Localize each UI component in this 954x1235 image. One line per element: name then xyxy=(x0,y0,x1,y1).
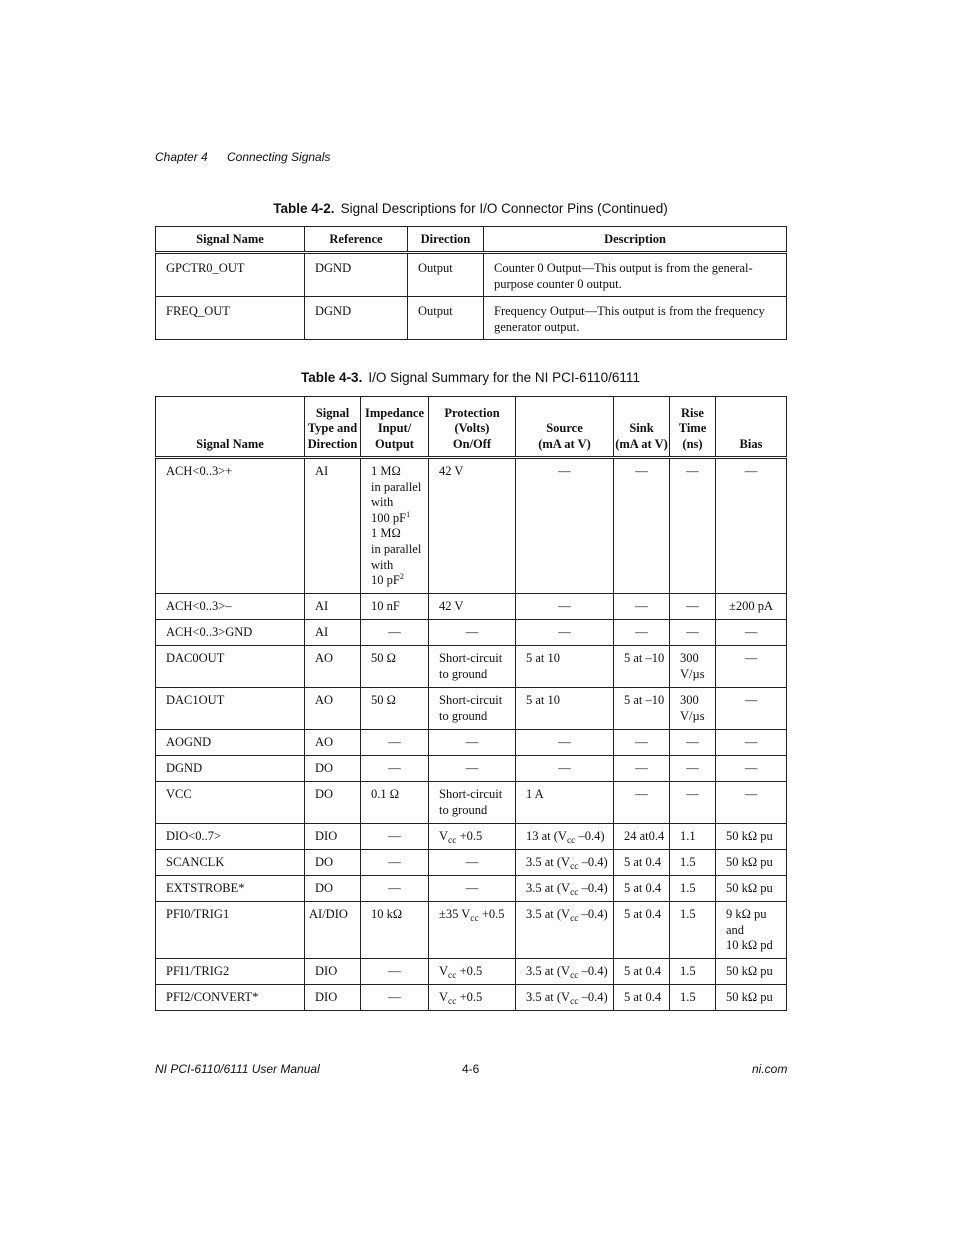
cell-rise: — xyxy=(670,756,716,782)
cell-bias: 50 kΩ pu xyxy=(716,876,787,902)
cell-protection: $V_{cc} +0.5$ xyxy=(429,985,516,1011)
footnote-2: 2 xyxy=(399,572,404,582)
cell-protection: — xyxy=(429,620,516,646)
cell-type: AI xyxy=(305,620,361,646)
cell-source: — xyxy=(516,458,614,594)
cell-type: AI xyxy=(305,458,361,594)
table-row xyxy=(156,458,787,594)
cell-bias: — xyxy=(716,782,787,824)
table-row xyxy=(156,646,787,688)
table-row xyxy=(156,594,787,620)
cell-impedance: — xyxy=(361,850,429,876)
cell-bias: — xyxy=(716,458,787,594)
cell-type: DIO xyxy=(305,824,361,850)
cell-impedance: — xyxy=(361,876,429,902)
cell-source: 3.5 at ($V_{cc}$ –0.4) xyxy=(516,985,614,1011)
cell-sink: — xyxy=(614,620,670,646)
table-row xyxy=(156,876,787,902)
cell-reference: DGND xyxy=(305,297,408,340)
footer-page-number: 4-6 xyxy=(462,1062,480,1076)
cell-description: Frequency Output—This output is from the frequency generator output. xyxy=(484,297,787,340)
cell-impedance: — xyxy=(361,730,429,756)
cell-impedance: 50 Ω xyxy=(361,646,429,688)
cell-signal-name: DAC1OUT xyxy=(156,688,305,730)
cell-sink: 5 at –10 xyxy=(614,646,670,688)
table-row xyxy=(156,620,787,646)
footer-manual-title: NI PCI-6110/6111 User Manual xyxy=(155,1062,320,1076)
cell-rise: — xyxy=(670,594,716,620)
table-label: Table 4-3. xyxy=(301,370,363,385)
cell-sink: — xyxy=(614,782,670,824)
cell-bias: 50 kΩ pu xyxy=(716,850,787,876)
table-row xyxy=(156,730,787,756)
cell-signal-name: PFI0/TRIG1 xyxy=(156,902,305,959)
table-title: Signal Descriptions for I/O Connector Pins (Continued) xyxy=(340,201,668,216)
cell-sink: — xyxy=(614,730,670,756)
table-title: I/O Signal Summary for the NI PCI-6110/6111 xyxy=(368,370,640,385)
col-rise-time: Rise Time (ns) xyxy=(670,397,716,458)
cell-rise: — xyxy=(670,458,716,594)
col-impedance: Impedance Input/ Output xyxy=(361,397,429,458)
table-row xyxy=(156,756,787,782)
cell-impedance: — xyxy=(361,620,429,646)
cell-bias: — xyxy=(716,620,787,646)
cell-rise: 1.5 xyxy=(670,985,716,1011)
cell-bias: — xyxy=(716,646,787,688)
cell-type: AI xyxy=(305,594,361,620)
cell-rise: — xyxy=(670,620,716,646)
cell-source: 3.5 at ($V_{cc}$ –0.4) xyxy=(516,876,614,902)
cell-signal-name: DAC0OUT xyxy=(156,646,305,688)
io-signal-summary-table xyxy=(155,396,787,1011)
table-header-row xyxy=(156,227,787,253)
cell-protection: $V_{cc} +0.5$ xyxy=(429,959,516,985)
cell-impedance: — xyxy=(361,824,429,850)
cell-source: — xyxy=(516,756,614,782)
cell-signal-name: GPCTR0_OUT xyxy=(156,253,305,297)
table-row xyxy=(156,688,787,730)
cell-protection: 42 V xyxy=(429,458,516,594)
cell-rise: 1.1 xyxy=(670,824,716,850)
cell-source: — xyxy=(516,620,614,646)
cell-rise: 1.5 xyxy=(670,959,716,985)
footer-website: ni.com xyxy=(752,1062,788,1076)
cell-sink: 5 at 0.4 xyxy=(614,985,670,1011)
col-signal-name: Signal Name xyxy=(156,397,305,458)
table-row xyxy=(156,850,787,876)
cell-rise: — xyxy=(670,782,716,824)
cell-signal-name: EXTSTROBE* xyxy=(156,876,305,902)
cell-sink: 5 at 0.4 xyxy=(614,850,670,876)
cell-sink: 5 at –10 xyxy=(614,688,670,730)
signal-descriptions-table xyxy=(155,226,787,340)
page-header xyxy=(155,150,330,164)
table-row xyxy=(156,253,787,297)
cell-type: DO xyxy=(305,782,361,824)
cell-protection: — xyxy=(429,756,516,782)
cell-type: AO xyxy=(305,730,361,756)
cell-impedance: 1 MΩ in parallel with 100 $pF^1$ 1 MΩ in parallel with 10 $pF^2$ xyxy=(361,458,429,594)
cell-type: DO xyxy=(305,876,361,902)
col-protection: Protection (Volts) On/Off xyxy=(429,397,516,458)
cell-sink: — xyxy=(614,458,670,594)
cell-protection: — xyxy=(429,850,516,876)
chapter-title: Connecting Signals xyxy=(227,150,331,164)
cell-signal-name: ACH<0..3>GND xyxy=(156,620,305,646)
cell-protection: Short-circuit to ground xyxy=(429,688,516,730)
cell-signal-name: AOGND xyxy=(156,730,305,756)
cell-sink: 5 at 0.4 xyxy=(614,876,670,902)
table-4-3-caption xyxy=(155,370,786,385)
cell-bias: 50 kΩ pu xyxy=(716,985,787,1011)
cell-source: 3.5 at ($V_{cc}$ –0.4) xyxy=(516,902,614,959)
cell-signal-name: SCANCLK xyxy=(156,850,305,876)
cell-protection: Short-circuit to ground xyxy=(429,782,516,824)
cell-impedance: 0.1 Ω xyxy=(361,782,429,824)
cell-signal-name: VCC xyxy=(156,782,305,824)
chapter-number: Chapter 4 xyxy=(155,150,208,164)
col-signal-type: Signal Type and Direction xyxy=(305,397,361,458)
table-row xyxy=(156,959,787,985)
col-reference: Reference xyxy=(305,227,408,253)
cell-signal-name: ACH<0..3>– xyxy=(156,594,305,620)
cell-signal-name: DGND xyxy=(156,756,305,782)
cell-protection: 42 V xyxy=(429,594,516,620)
cell-impedance: — xyxy=(361,985,429,1011)
cell-rise: 1.5 xyxy=(670,850,716,876)
cell-signal-name: ACH<0..3>+ xyxy=(156,458,305,594)
col-sink: Sink (mA at V) xyxy=(614,397,670,458)
col-source: Source (mA at V) xyxy=(516,397,614,458)
table-label: Table 4-2. xyxy=(273,201,335,216)
cell-bias: — xyxy=(716,756,787,782)
cell-protection: ±35 $V_{cc} +0.5$ xyxy=(429,902,516,959)
cell-impedance: — xyxy=(361,959,429,985)
cell-protection: — xyxy=(429,876,516,902)
cell-impedance: 50 Ω xyxy=(361,688,429,730)
cell-sink: 5 at 0.4 xyxy=(614,902,670,959)
cell-source: 13 at ($V_{cc}$ –0.4) xyxy=(516,824,614,850)
cell-type: DIO xyxy=(305,959,361,985)
table-row xyxy=(156,824,787,850)
footnote-1: 1 xyxy=(406,509,411,519)
cell-description: Counter 0 Output—This output is from the general-purpose counter 0 output. xyxy=(484,253,787,297)
cell-type: AO xyxy=(305,688,361,730)
cell-rise: — xyxy=(670,730,716,756)
cell-rise: 300 V/µs xyxy=(670,688,716,730)
cell-rise: 1.5 xyxy=(670,902,716,959)
col-bias: Bias xyxy=(716,397,787,458)
table-row xyxy=(156,782,787,824)
table-header-row xyxy=(156,397,787,458)
cell-type: DO xyxy=(305,850,361,876)
cell-impedance: 10 kΩ xyxy=(361,902,429,959)
cell-signal-name: PFI2/CONVERT* xyxy=(156,985,305,1011)
cell-bias: — xyxy=(716,730,787,756)
cell-source: 3.5 at ($V_{cc}$ –0.4) xyxy=(516,959,614,985)
cell-signal-name: DIO<0..7> xyxy=(156,824,305,850)
cell-type: AO xyxy=(305,646,361,688)
cell-source: 1 A xyxy=(516,782,614,824)
cell-sink: — xyxy=(614,756,670,782)
cell-direction: Output xyxy=(408,253,484,297)
cell-bias: — xyxy=(716,688,787,730)
col-signal-name: Signal Name xyxy=(156,227,305,253)
cell-signal-name: PFI1/TRIG2 xyxy=(156,959,305,985)
col-direction: Direction xyxy=(408,227,484,253)
cell-protection: Short-circuit to ground xyxy=(429,646,516,688)
cell-direction: Output xyxy=(408,297,484,340)
cell-bias: ±200 pA xyxy=(716,594,787,620)
table-row xyxy=(156,985,787,1011)
cell-protection: $V_{cc} +0.5$ xyxy=(429,824,516,850)
cell-rise: 1.5 xyxy=(670,876,716,902)
cell-reference: DGND xyxy=(305,253,408,297)
cell-bias: 9 kΩ pu and 10 kΩ pd xyxy=(716,902,787,959)
table-row xyxy=(156,297,787,340)
table-4-2-caption xyxy=(155,201,786,216)
cell-sink: 5 at 0.4 xyxy=(614,959,670,985)
cell-bias: 50 kΩ pu xyxy=(716,959,787,985)
cell-impedance: — xyxy=(361,756,429,782)
cell-protection: — xyxy=(429,730,516,756)
col-description: Description xyxy=(484,227,787,253)
cell-type: AI/DIO xyxy=(305,902,361,959)
cell-sink: 24 at0.4 xyxy=(614,824,670,850)
cell-source: 5 at 10 xyxy=(516,688,614,730)
cell-source: — xyxy=(516,594,614,620)
cell-signal-name: FREQ_OUT xyxy=(156,297,305,340)
cell-bias: 50 kΩ pu xyxy=(716,824,787,850)
cell-rise: 300 V/µs xyxy=(670,646,716,688)
cell-source: 3.5 at ($V_{cc}$ –0.4) xyxy=(516,850,614,876)
cell-type: DO xyxy=(305,756,361,782)
cell-source: — xyxy=(516,730,614,756)
cell-source: 5 at 10 xyxy=(516,646,614,688)
cell-sink: — xyxy=(614,594,670,620)
table-row xyxy=(156,902,787,959)
cell-impedance: 10 nF xyxy=(361,594,429,620)
cell-type: DIO xyxy=(305,985,361,1011)
